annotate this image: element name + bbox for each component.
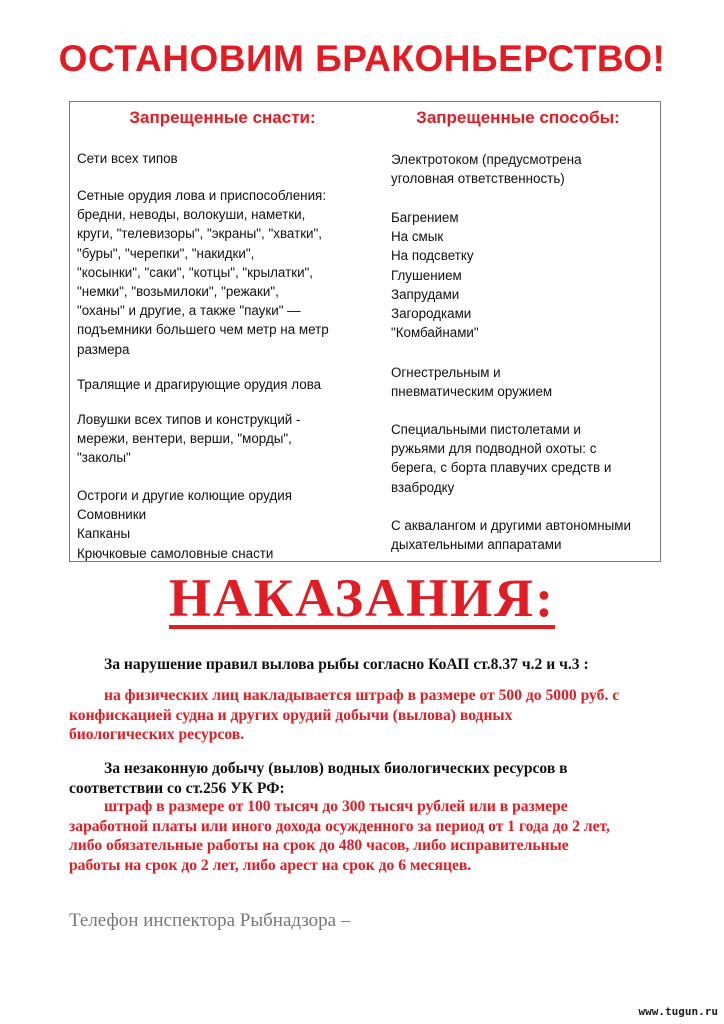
- penalties-title: НАКАЗАНИЯ:: [168, 568, 556, 628]
- banned-method-item: Багрением На смык На подсветку Глушением Запрудами Загородками "Комбайнами": [391, 210, 479, 341]
- penalty2-intro: За незаконную добычу (вылов) водных биологических ресурсов в соответствии со ст.256 УК РФ:: [69, 760, 568, 797]
- banned-method-item: С аквалангом и другими автономными дыхательными аппаратами: [391, 518, 631, 553]
- banned-method-item: Электротоком (предусмотрена уголовная ответственность): [391, 152, 582, 187]
- penalties-title-wrap: [0, 567, 724, 629]
- penalty1-intro: За нарушение правил вылова рыбы согласно КоАП ст.8.37 ч.2 и ч.3 :: [104, 656, 589, 673]
- banned-gear-item: Сети всех типов: [77, 151, 178, 166]
- banned-gear-column: [70, 102, 375, 561]
- rules-table: [69, 101, 661, 562]
- banned-methods-header: Запрещенные способы:: [416, 108, 620, 127]
- penalty1-text: на физических лиц накладывается штраф в размере от 500 до 5000 руб. с конфискацией судна и других орудий добычи (вылова) водных биологических ресурсов.: [69, 687, 620, 744]
- poster-title: ОСТАНОВИМ БРАКОНЬЕРСТВО!: [58, 38, 666, 79]
- banned-method-item: Огнестрельным и пневматическим оружием: [391, 365, 553, 400]
- banned-gear-item: Ловушки всех типов и конструкций - мережи, вентери, верши, "морды", "заколы": [77, 412, 301, 466]
- inspector-phone-label: Телефон инспектора Рыбнадзора –: [69, 910, 351, 931]
- banned-gear-header: Запрещенные снасти:: [129, 108, 316, 127]
- banned-gear-item: Остроги и другие колющие орудия Сомовники Капканы Крючковые самоловные снасти: [77, 488, 292, 561]
- penalty2-text: штраф в размере от 100 тысяч до 300 тысяч рублей или в размере заработной платы или иного дохода осужденного за период от 1 года до 2 лет, либо обязательные работы на срок до 480 часов, либо исправительные работы на срок до 2 лет, либо арест на срок до 6 месяцев.: [69, 798, 610, 874]
- watermark: www.tugun.ru: [638, 1005, 718, 1018]
- banned-method-item: Специальными пистолетами и ружьями для подводной охоты: с берега, с борта плавучих средств и взабродку: [391, 422, 612, 495]
- banned-gear-item: Сетные орудия лова и приспособления: бредни, неводы, волокуши, наметки, круги, "телевизоры", "экраны", "хватки", "буры", "черепки", "накидки", "косынки", "саки", "котцы", "крылатки", "немки", "возьмилоки", "режаки", "оханы" и другие, а также "пауки" — подъемники большего чем метр на метр размера: [77, 188, 329, 357]
- banned-methods-column: [375, 102, 661, 561]
- banned-gear-item: Тралящие и драгирующие орудия лова: [77, 377, 322, 392]
